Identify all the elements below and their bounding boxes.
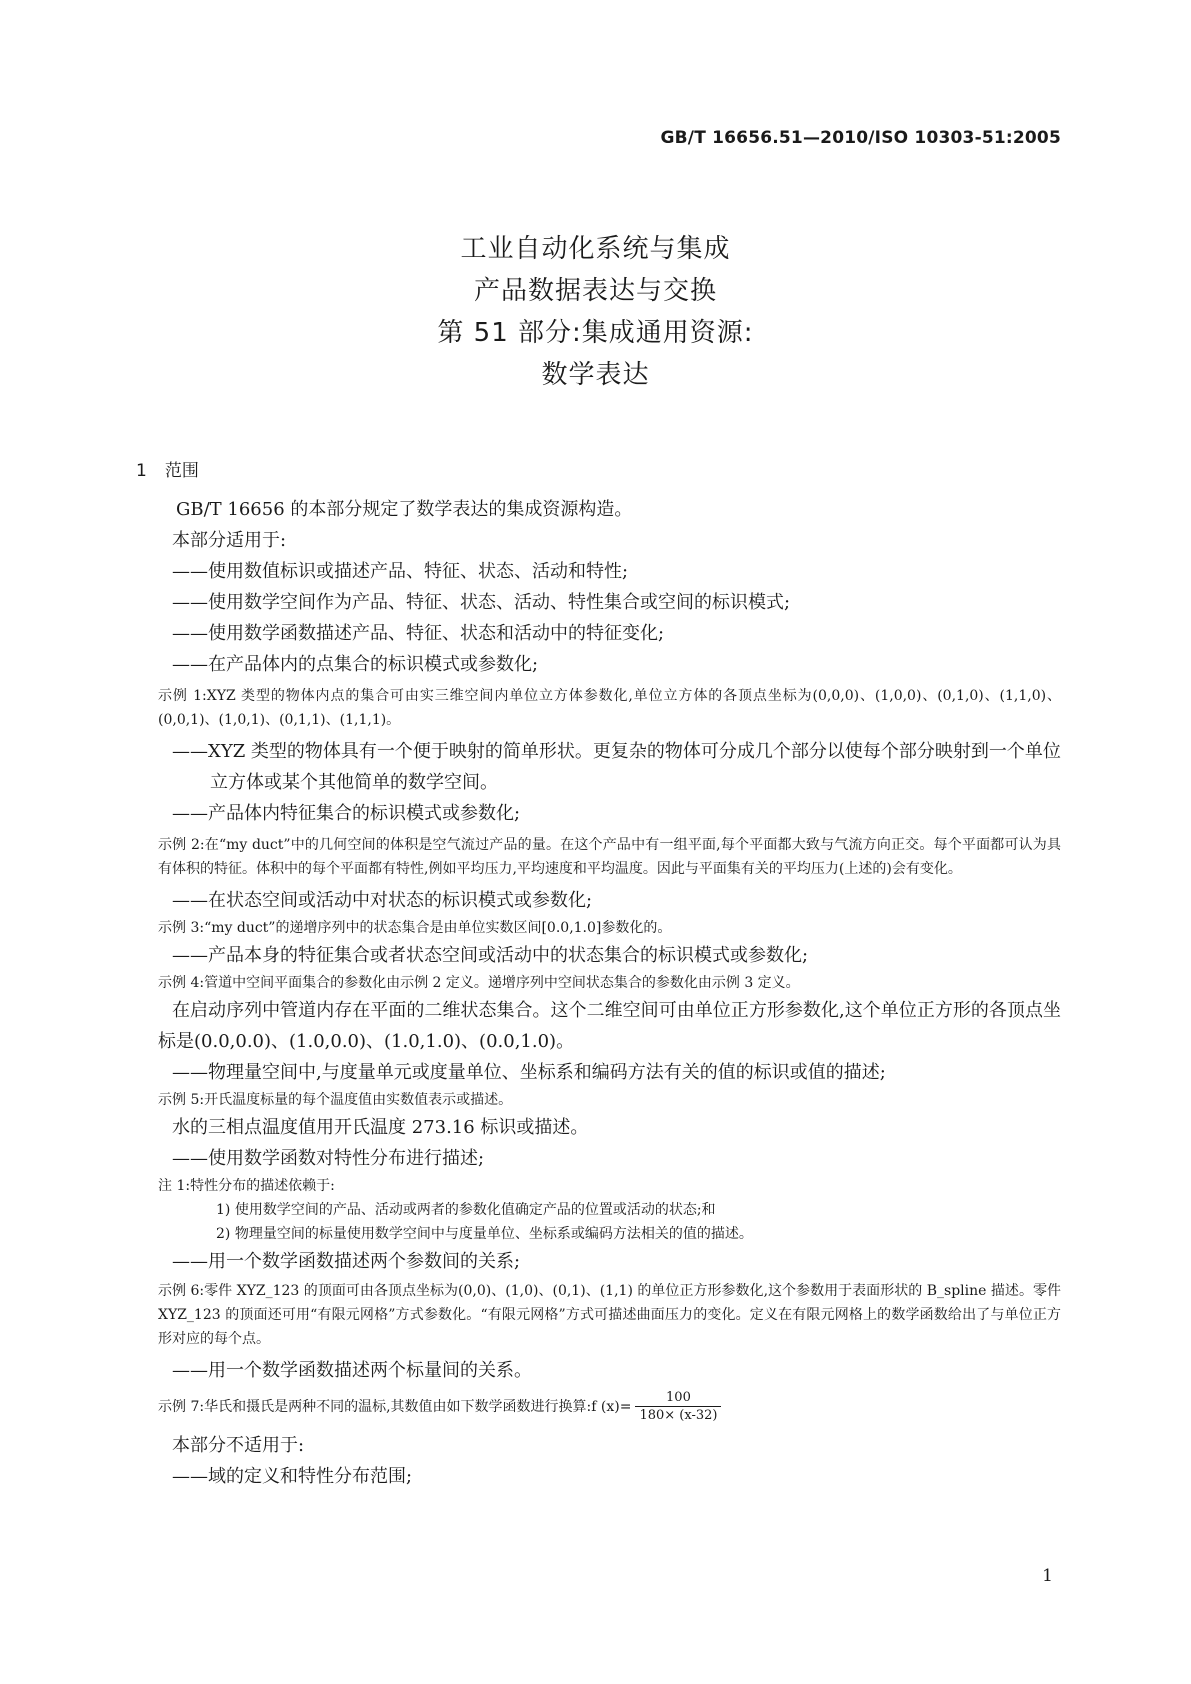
title-line-2: 产品数据表达与交换 bbox=[473, 276, 717, 306]
section-number: 1 bbox=[136, 461, 147, 481]
standard-number: GB/T 16656.51—2010/ISO 10303-51:2005 bbox=[660, 128, 1061, 148]
formula-denominator: 180× (x-32) bbox=[639, 1408, 718, 1423]
list-item: ——用一个数学函数描述两个参数间的关系; bbox=[172, 1251, 521, 1272]
section-body bbox=[158, 494, 1061, 1492]
example-2: 示例 2:在“my duct”中的几何空间的体积是空气流过产品的量。在这个产品中有一组平面,每个平面都大致与气流方向正交。每个平面都可认为具有体积的特征。体积中的每个平面都有特性,例如平均压力,平均速度和平均温度。因此与平面集有关的平均压力(上述的)会有变化。 bbox=[158, 837, 1061, 877]
list-item: ——域的定义和特性分布范围; bbox=[172, 1466, 413, 1487]
paragraph-intro: GB/T 16656 的本部分规定了数学表达的集成资源构造。 bbox=[176, 499, 633, 520]
example-3: 示例 3:“my duct”的递增序列中的状态集合是由单位实数区间[0.0,1.0]参数化的。 bbox=[158, 920, 672, 936]
document-title bbox=[0, 228, 1191, 396]
formula-lhs: f (x)= bbox=[591, 1399, 632, 1415]
list-item: ——使用数学函数对特性分布进行描述; bbox=[172, 1148, 485, 1169]
formula-numerator: 100 bbox=[635, 1390, 721, 1407]
example-7 bbox=[158, 1390, 1061, 1424]
title-line-4: 数学表达 bbox=[541, 360, 650, 390]
section-title: 范围 bbox=[164, 461, 199, 481]
paragraph-water: 水的三相点温度值用开氏温度 273.16 标识或描述。 bbox=[172, 1117, 589, 1138]
list-item: ——物理量空间中,与度量单元或度量单位、坐标系和编码方法有关的值的标识或值的描述; bbox=[172, 1062, 886, 1083]
list-item: ——产品体内特征集合的标识模式或参数化; bbox=[172, 803, 521, 824]
title-line-1: 工业自动化系统与集成 bbox=[460, 234, 731, 264]
note-1: 注 1:特性分布的描述依赖于: bbox=[158, 1178, 335, 1194]
example-4: 示例 4:管道中空间平面集合的参数化由示例 2 定义。递增序列中空间状态集合的参数化由示例 3 定义。 bbox=[158, 975, 800, 991]
list-item: ——使用数值标识或描述产品、特征、状态、活动和特性; bbox=[172, 561, 629, 582]
paragraph-start-sequence: 在启动序列中管道内存在平面的二维状态集合。这个二维空间可由单位正方形参数化,这个单位正方形的各顶点坐标是(0.0,0.0)、(1.0,0.0)、(1.0,1.0)、(0.0,1.0)。 bbox=[158, 1000, 1061, 1052]
list-item: ——使用数学函数描述产品、特征、状态和活动中的特征变化; bbox=[172, 623, 665, 644]
list-item: ——用一个数学函数描述两个标量间的关系。 bbox=[172, 1360, 532, 1381]
note-item: 2) 物理量空间的标量使用数学空间中与度量单位、坐标系或编码方法相关的值的描述。 bbox=[216, 1226, 753, 1242]
example-6: 示例 6:零件 XYZ_123 的顶面可由各顶点坐标为(0,0)、(1,0)、(0,1)、(1,1) 的单位正方形参数化,这个参数用于表面形状的 B_spline 描述。零件 XYZ_123 的顶面还可用“有限元网格”方式参数化。“有限元网格”方式可描述曲面压力的变化。定义在有限元网格上的数学函数给出了与单位正方形对应的每个点。 bbox=[158, 1283, 1061, 1347]
paragraph-not-applies: 本部分不适用于: bbox=[172, 1435, 305, 1456]
example-1: 示例 1:XYZ 类型的物体内点的集合可由实三维空间内单位立方体参数化,单位立方体的各顶点坐标为(0,0,0)、(1,0,0)、(0,1,0)、(1,1,0)、(0,0,1)、(1,0,1)、(0,1,1)、(1,1,1)。 bbox=[158, 688, 1061, 728]
list-item: ——使用数学空间作为产品、特征、状态、活动、特性集合或空间的标识模式; bbox=[172, 592, 791, 613]
paragraph-applies: 本部分适用于: bbox=[172, 530, 287, 551]
example-7-text: 示例 7:华氏和摄氏是两种不同的温标,其数值由如下数学函数进行换算: bbox=[158, 1399, 592, 1415]
section-heading bbox=[136, 456, 199, 481]
list-item: ——在状态空间或活动中对状态的标识模式或参数化; bbox=[172, 890, 593, 911]
list-item: ——在产品体内的点集合的标识模式或参数化; bbox=[172, 654, 539, 675]
title-line-3: 第 51 部分:集成通用资源: bbox=[437, 318, 754, 348]
note-item: 1) 使用数学空间的产品、活动或两者的参数化值确定产品的位置或活动的状态;和 bbox=[216, 1202, 716, 1218]
list-item: ——产品本身的特征集合或者状态空间或活动中的状态集合的标识模式或参数化; bbox=[172, 945, 809, 966]
example-5: 示例 5:开氏温度标量的每个温度值由实数值表示或描述。 bbox=[158, 1092, 513, 1108]
list-item: ——XYZ 类型的物体具有一个便于映射的简单形状。更复杂的物体可分成几个部分以使每个部分映射到一个单位立方体或某个其他简单的数学空间。 bbox=[172, 741, 1061, 793]
page-number: 1 bbox=[1042, 1566, 1053, 1586]
formula-fraction bbox=[635, 1390, 721, 1424]
